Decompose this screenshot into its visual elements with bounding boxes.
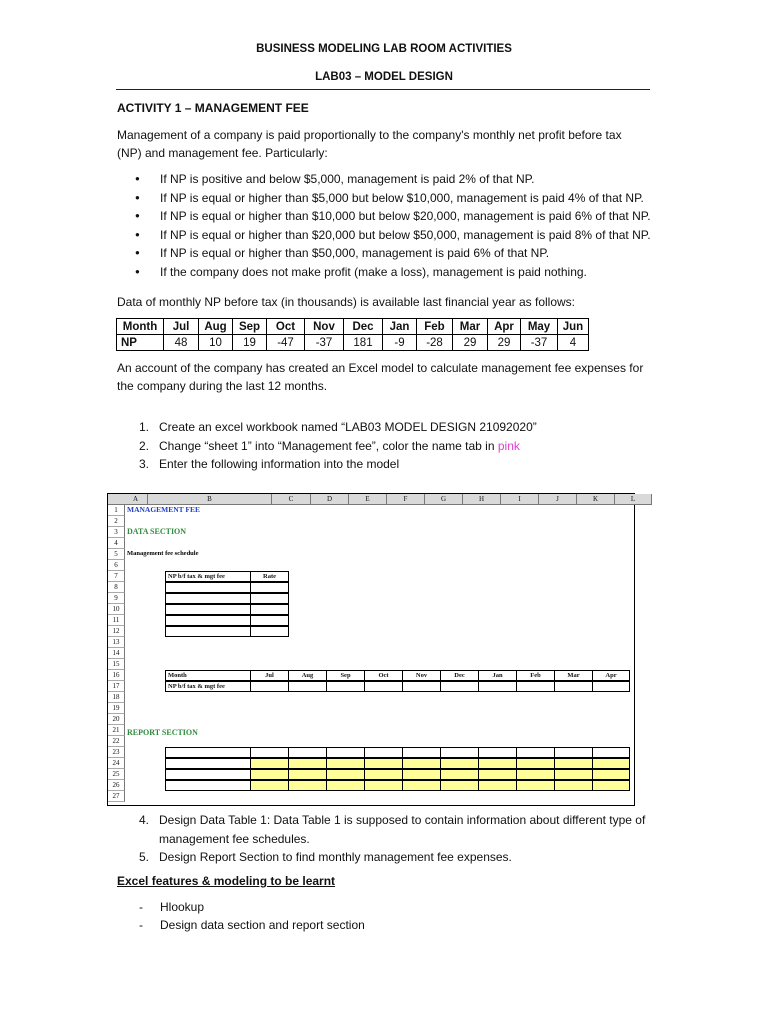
list-item: ● If NP is equal or higher than $10,000 but below $20,000, management is paid 6% of that NP. [117, 207, 657, 226]
table-header-cell: Apr [488, 319, 521, 335]
dash-marker: - [139, 900, 143, 914]
column-header: J [539, 494, 577, 505]
table-header-cell: Feb [417, 319, 453, 335]
row-header: 14 [108, 648, 125, 659]
steps-list-b [117, 811, 657, 867]
report-value-cell-highlighted [554, 758, 593, 769]
month-value-cell [592, 681, 630, 692]
row-header: 25 [108, 769, 125, 780]
header-rule [116, 89, 650, 90]
account-line-1: An account of the company has created an Excel model to calculate management fee expenses for [117, 361, 644, 375]
step-text: Change “sheet 1” into “Management fee”, color the name tab in [159, 438, 498, 453]
schedule-cell [250, 604, 289, 615]
data-section-label: DATA SECTION [127, 527, 187, 536]
intro-line-2: (NP) and management fee. Particularly: [117, 146, 328, 160]
account-line-2: the company during the last 12 months. [117, 379, 328, 393]
step-number: 1. [139, 420, 150, 434]
column-header: D [311, 494, 349, 505]
steps-list-a [117, 418, 657, 474]
month-header-cell: Mar [554, 670, 593, 681]
features-heading: Excel features & modeling to be learnt [117, 874, 336, 888]
table-header-cell: Oct [267, 319, 305, 335]
report-value-cell-highlighted [364, 758, 403, 769]
list-item: ● If the company does not make profit (make a loss), management is paid nothing. [117, 263, 657, 282]
step-number: 3. [139, 457, 150, 472]
month-header-cell: Feb [516, 670, 555, 681]
report-label-cell [165, 769, 251, 780]
month-header-cell: Dec [440, 670, 479, 681]
report-value-cell-highlighted [592, 780, 630, 791]
report-value-cell-highlighted [326, 758, 365, 769]
report-value-cell-highlighted [440, 780, 479, 791]
report-header-cell [554, 747, 593, 758]
report-header-cell [326, 747, 365, 758]
step-number: 2. [139, 438, 150, 453]
list-item [117, 437, 657, 456]
report-section-label: REPORT SECTION [127, 728, 198, 737]
report-header-cell [402, 747, 441, 758]
list-item: ● If NP is equal or higher than $50,000, management is paid 6% of that NP. [117, 244, 657, 263]
row-header: 7 [108, 571, 125, 582]
report-value-cell-highlighted [288, 769, 327, 780]
row-header: 13 [108, 637, 125, 648]
month-value-cell [288, 681, 327, 692]
schedule-cell [165, 582, 251, 593]
np-data-table [116, 318, 589, 351]
report-header-cell [592, 747, 630, 758]
schedule-cell [250, 582, 289, 593]
report-value-cell-highlighted [592, 769, 630, 780]
np-row-label-cell: NP b/f tax & mgt fee [165, 681, 251, 692]
list-item [117, 848, 657, 867]
report-value-cell-highlighted [478, 769, 517, 780]
column-header: L [615, 494, 652, 505]
step-text: management fee schedules. [159, 831, 310, 846]
report-value-cell-highlighted [554, 769, 593, 780]
report-value-cell-highlighted [402, 769, 441, 780]
column-header: E [349, 494, 387, 505]
schedule-cell [250, 593, 289, 604]
month-value-cell [516, 681, 555, 692]
row-header: 6 [108, 560, 125, 571]
month-value-cell [402, 681, 441, 692]
row-header: 22 [108, 736, 125, 747]
report-value-cell-highlighted [478, 780, 517, 791]
column-header: K [577, 494, 615, 505]
month-value-cell [326, 681, 365, 692]
column-header: G [425, 494, 463, 505]
table-cell: -28 [417, 335, 453, 351]
month-header-cell: Apr [592, 670, 630, 681]
step-number: 5. [139, 850, 150, 865]
report-label-cell [165, 747, 251, 758]
table-header-cell: Mar [453, 319, 488, 335]
table-header-cell: Sep [233, 319, 267, 335]
table-header-cell: Jun [558, 319, 589, 335]
table-cell: -37 [521, 335, 558, 351]
month-value-cell [554, 681, 593, 692]
report-header-cell [440, 747, 479, 758]
schedule-cell [165, 593, 251, 604]
table-header-cell: Jan [383, 319, 417, 335]
table-cell: 10 [199, 335, 233, 351]
list-item: ● If NP is equal or higher than $5,000 but below $10,000, management is paid 4% of that NP. [117, 189, 657, 208]
row-header: 26 [108, 780, 125, 791]
data-intro: Data of monthly NP before tax (in thousands) is available last financial year as follows: [117, 295, 576, 309]
report-header-cell [364, 747, 403, 758]
intro-line-1: Management of a company is paid proportionally to the company's monthly net profit before tax [117, 128, 622, 142]
table-row [117, 319, 589, 335]
step-text: Design Data Table 1: Data Table 1 is supposed to contain information about different type of [159, 813, 646, 827]
schedule-cell [165, 615, 251, 626]
row-header: 5 [108, 549, 125, 560]
month-header-cell: Jan [478, 670, 517, 681]
row-header: 15 [108, 659, 125, 670]
report-value-cell-highlighted [402, 780, 441, 791]
list-item [117, 811, 657, 830]
table-header-cell: Month [117, 319, 164, 335]
report-value-cell-highlighted [402, 758, 441, 769]
schedule-cell [250, 626, 289, 637]
report-header-cell [478, 747, 517, 758]
row-header: 23 [108, 747, 125, 758]
table-header-cell: Dec [344, 319, 383, 335]
step-number: 4. [139, 813, 150, 827]
dash-marker: - [139, 918, 143, 932]
table-header-cell: Aug [199, 319, 233, 335]
month-value-cell [478, 681, 517, 692]
row-header: 8 [108, 582, 125, 593]
list-item [117, 418, 657, 437]
feature-item: Design data section and report section [160, 918, 365, 932]
month-label-cell: Month [165, 670, 251, 681]
list-item: ● If NP is positive and below $5,000, management is paid 2% of that NP. [117, 170, 657, 189]
table-header-cell: Jul [164, 319, 199, 335]
table-cell: 19 [233, 335, 267, 351]
report-value-cell-highlighted [326, 780, 365, 791]
report-value-cell-highlighted [516, 769, 555, 780]
report-value-cell-highlighted [250, 758, 289, 769]
step-text: Create an excel workbook named “LAB03 MODEL DESIGN 21092020” [159, 420, 537, 434]
month-value-cell [250, 681, 289, 692]
rate-header-cell: Rate [250, 571, 289, 582]
schedule-cell [250, 615, 289, 626]
column-header: F [387, 494, 425, 505]
row-header: 3 [108, 527, 125, 538]
month-header-cell: Aug [288, 670, 327, 681]
column-header: C [272, 494, 311, 505]
row-header: 10 [108, 604, 125, 615]
schedule-cell [165, 626, 251, 637]
row-header: 11 [108, 615, 125, 626]
list-item [117, 455, 657, 474]
month-value-cell [440, 681, 479, 692]
table-cell: 29 [488, 335, 521, 351]
report-value-cell-highlighted [440, 758, 479, 769]
table-cell: 181 [344, 335, 383, 351]
corner-cell [108, 494, 125, 505]
report-value-cell-highlighted [326, 769, 365, 780]
np-mgt-header-cell: NP b/f tax & mgt fee [165, 571, 251, 582]
report-header-cell [516, 747, 555, 758]
report-value-cell-highlighted [516, 758, 555, 769]
table-cell: -47 [267, 335, 305, 351]
column-header: I [501, 494, 539, 505]
schedule-cell [165, 604, 251, 615]
report-label-cell [165, 780, 251, 791]
column-header: B [148, 494, 272, 505]
report-value-cell-highlighted [592, 758, 630, 769]
report-header-cell [250, 747, 289, 758]
report-value-cell-highlighted [288, 758, 327, 769]
month-header-cell: Oct [364, 670, 403, 681]
table-cell: -37 [305, 335, 344, 351]
month-header-cell: Jul [250, 670, 289, 681]
report-value-cell-highlighted [440, 769, 479, 780]
column-header: H [463, 494, 501, 505]
schedule-label: Management fee schedule [127, 550, 199, 557]
table-row-label: NP [117, 335, 164, 351]
excel-sheet-image [107, 493, 635, 806]
table-cell: 48 [164, 335, 199, 351]
table-header-cell: May [521, 319, 558, 335]
table-cell: 29 [453, 335, 488, 351]
row-header: 19 [108, 703, 125, 714]
activity-heading: ACTIVITY 1 – MANAGEMENT FEE [117, 101, 309, 115]
row-header: 4 [108, 538, 125, 549]
report-value-cell-highlighted [478, 758, 517, 769]
step-text: Design Report Section to find monthly management fee expenses. [159, 850, 512, 865]
row-header: 9 [108, 593, 125, 604]
feature-item: Hlookup [160, 900, 205, 914]
row-header: 20 [108, 714, 125, 725]
row-header: 2 [108, 516, 125, 527]
sheet-title: MANAGEMENT FEE [127, 505, 200, 514]
month-value-cell [364, 681, 403, 692]
row-header: 1 [108, 505, 125, 516]
report-value-cell-highlighted [364, 780, 403, 791]
report-label-cell [165, 758, 251, 769]
report-value-cell-highlighted [364, 769, 403, 780]
list-item: ● If NP is equal or higher than $20,000 but below $50,000, management is paid 8% of that NP. [117, 226, 657, 245]
report-value-cell-highlighted [288, 780, 327, 791]
month-header-cell: Sep [326, 670, 365, 681]
report-value-cell-highlighted [250, 769, 289, 780]
document-subtitle: LAB03 – MODEL DESIGN [315, 71, 453, 83]
pink-highlight: pink [497, 438, 520, 453]
intro-paragraph [117, 126, 652, 162]
report-value-cell-highlighted [250, 780, 289, 791]
row-header: 18 [108, 692, 125, 703]
table-cell: 4 [558, 335, 589, 351]
report-header-cell [288, 747, 327, 758]
row-header: 27 [108, 791, 125, 802]
report-value-cell-highlighted [554, 780, 593, 791]
document-title: BUSINESS MODELING LAB ROOM ACTIVITIES [256, 43, 512, 55]
table-row [117, 335, 589, 351]
list-item [117, 830, 657, 849]
step-text: Enter the following information into the model [159, 457, 400, 472]
row-header: 24 [108, 758, 125, 769]
account-paragraph [117, 359, 652, 395]
row-header: 17 [108, 681, 125, 692]
month-header-cell: Nov [402, 670, 441, 681]
row-header: 16 [108, 670, 125, 681]
row-header: 12 [108, 626, 125, 637]
row-header: 21 [108, 725, 125, 736]
rate-rules-list [117, 170, 657, 282]
table-cell: -9 [383, 335, 417, 351]
table-header-cell: Nov [305, 319, 344, 335]
report-value-cell-highlighted [516, 780, 555, 791]
column-header: A [124, 494, 148, 505]
